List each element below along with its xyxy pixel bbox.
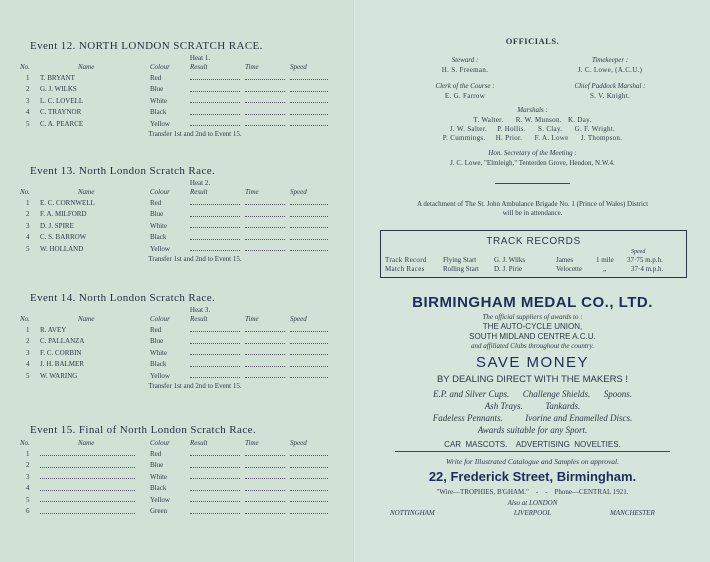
company-name: BIRMINGHAM MEDAL CO., LTD. bbox=[412, 294, 653, 311]
table-row: 6 Green bbox=[20, 506, 340, 518]
record-label: Match Races bbox=[385, 265, 425, 273]
product-line: Awards suitable for any Sport. bbox=[477, 425, 588, 435]
table-row: 5 Yellow bbox=[20, 494, 340, 506]
event-14 bbox=[20, 292, 340, 390]
record-holder: D. J. Pirie bbox=[494, 265, 522, 273]
ambulance-note: A detachment of The St. John Ambulance Brigade No. 1 (Prince of Wales) District bbox=[416, 200, 649, 208]
table-row: 1 Red bbox=[20, 448, 340, 460]
record-speed: 37·4 m.p.h. bbox=[631, 265, 664, 273]
track-records-box bbox=[380, 230, 687, 278]
record-holder: G. J. Wilks bbox=[494, 256, 526, 264]
table-row: 3 White bbox=[20, 471, 340, 483]
event-12 bbox=[20, 40, 340, 138]
catalogue-line: Write for Illustrated Catalogue and Samples on approval. bbox=[445, 457, 620, 466]
branch-nottingham: NOTTINGHAM bbox=[390, 509, 435, 517]
record-distance: 1 mile bbox=[596, 256, 614, 264]
table-row: 5 C. A. PEARCE Yellow bbox=[20, 118, 340, 130]
right-page bbox=[355, 0, 710, 562]
table-row: 2 G. J. WILKS Blue bbox=[20, 84, 340, 96]
secretary-name: J. C. Lowe, "Elmleigh," Tenterden Grove, Hendon, N.W.4. bbox=[450, 159, 615, 167]
divider bbox=[395, 451, 670, 452]
column-header: No. Name Colour Result Time Speed bbox=[20, 439, 307, 447]
event-title: Event 13. North London Scratch Race. bbox=[30, 165, 216, 177]
save-money-heading: SAVE MONEY bbox=[475, 354, 590, 371]
advert-line: The official suppliers of awards to : bbox=[482, 313, 583, 321]
record-start: Rolling Start bbox=[443, 265, 479, 273]
table-row: 5 W. HOLLAND Yellow bbox=[20, 243, 340, 255]
advert-line: THE AUTO-CYCLE UNION, bbox=[482, 322, 583, 331]
marshals-row: T. Walter. R. W. Munson. K. Day. bbox=[473, 116, 592, 124]
steward-name: H. S. Freeman. bbox=[441, 66, 489, 74]
table-row: 3 L. C. LOVELL White bbox=[20, 95, 340, 107]
marshals-row: J. W. Salter. P. Hollis. S. Clay. G. F. Wright. bbox=[449, 125, 616, 133]
branch-liverpool: LIVERPOOL bbox=[513, 509, 552, 517]
column-header: No. Name Colour Result Time Speed bbox=[20, 188, 307, 196]
event-title: Event 12. NORTH LONDON SCRATCH RACE. bbox=[30, 40, 263, 52]
column-header: No. Name Colour Result Time Speed bbox=[20, 315, 307, 323]
transfer-note: Transfer 1st and 2nd to Event 15. bbox=[148, 129, 242, 138]
contact-line: "Wire—TROPHIES, B'GHAM." - - Phone—CENTRAL 1921. bbox=[436, 488, 629, 496]
event-13 bbox=[20, 165, 340, 263]
table-row: 5 W. WARING Yellow bbox=[20, 370, 340, 382]
timekeeper-label: Timekeeper : bbox=[591, 56, 629, 64]
table-row: 1 T. BRYANT Red bbox=[20, 72, 340, 84]
advert-line: and affiliated Clubs throughout the country. bbox=[470, 342, 595, 350]
transfer-note: Transfer 1st and 2nd to Event 15. bbox=[148, 254, 242, 263]
table-row: 2 C. PALLANZA Blue bbox=[20, 336, 340, 348]
speed-label: Speed bbox=[631, 249, 646, 255]
event-title: Event 15. Final of North London Scratch Race. bbox=[30, 424, 257, 436]
heat-label: Heat 3. bbox=[189, 306, 211, 314]
advert-line: SOUTH MIDLAND CENTRE A.C.U. bbox=[469, 332, 596, 341]
table-row: 2 F. A. MILFORD Blue bbox=[20, 209, 340, 221]
marshals-row: P. Cummings. H. Prior. F. A. Lowe J. Thompson. bbox=[442, 134, 623, 142]
novelties-line: CAR MASCOTS. ADVERTISING NOVELTIES. bbox=[444, 440, 621, 449]
direct-line: BY DEALING DIRECT WITH THE MAKERS ! bbox=[436, 374, 629, 385]
event-title: Event 14. North London Scratch Race. bbox=[30, 292, 216, 304]
also-at: Also at LONDON bbox=[507, 499, 558, 507]
record-label: Track Record bbox=[385, 256, 427, 264]
divider bbox=[495, 183, 570, 184]
company-address: 22, Frederick Street, Birmingham. bbox=[428, 469, 637, 484]
heat-label: Heat 1. bbox=[189, 54, 211, 62]
record-distance: ,, bbox=[603, 265, 607, 273]
table-row: 3 D. J. SPIRE White bbox=[20, 220, 340, 232]
table-row: 4 C. TRAYNOR Black bbox=[20, 107, 340, 119]
transfer-note: Transfer 1st and 2nd to Event 15. bbox=[148, 381, 242, 390]
heat-label: Heat 2. bbox=[189, 179, 211, 187]
branch-manchester: MANCHESTER bbox=[610, 509, 655, 517]
table-row: 4 Black bbox=[20, 483, 340, 495]
product-line: E.P. and Silver Cups. Challenge Shields. Spoons. bbox=[432, 389, 633, 399]
table-row: 4 C. S. BARROW Black bbox=[20, 232, 340, 244]
clerk-label: Clerk of the Course : bbox=[435, 82, 495, 90]
paddock-name: S. V. Knight. bbox=[589, 92, 630, 100]
record-start: Flying Start bbox=[443, 256, 477, 264]
product-line: Ash Trays. Tankards. bbox=[484, 401, 581, 411]
clerk-name: E. G. Farrow bbox=[444, 92, 486, 100]
timekeeper-name: J. C. Lowe, (A.C.U.) bbox=[577, 66, 643, 74]
officials-title: OFFICIALS. bbox=[505, 36, 560, 46]
steward-label: Steward : bbox=[451, 56, 479, 64]
track-records-title: TRACK RECORDS bbox=[486, 236, 581, 247]
table-row: 3 F. C. CORBIN White bbox=[20, 347, 340, 359]
table-row: 2 Blue bbox=[20, 460, 340, 472]
table-row: 1 E. C. CORNWELL Red bbox=[20, 197, 340, 209]
column-header: No. Name Colour Result Time Speed bbox=[20, 63, 307, 71]
table-row: 4 J. H. BALMER Black bbox=[20, 359, 340, 371]
paddock-label: Chief Paddock Marshal : bbox=[574, 82, 646, 90]
event-15 bbox=[20, 424, 340, 517]
ambulance-note-2: will be in attendance. bbox=[502, 209, 563, 217]
record-machine: Velocette bbox=[556, 265, 583, 273]
secretary-label: Hon. Secretary of the Meeting : bbox=[488, 149, 577, 157]
product-line: Fadeless Pennants. Ivorine and Enamelled Discs. bbox=[432, 413, 633, 423]
record-machine: James bbox=[556, 256, 574, 264]
table-row: 1 R. AVEY Red bbox=[20, 324, 340, 336]
record-speed: 37·75 m.p.h. bbox=[627, 256, 663, 264]
marshals-label: Marshals : bbox=[517, 106, 548, 114]
